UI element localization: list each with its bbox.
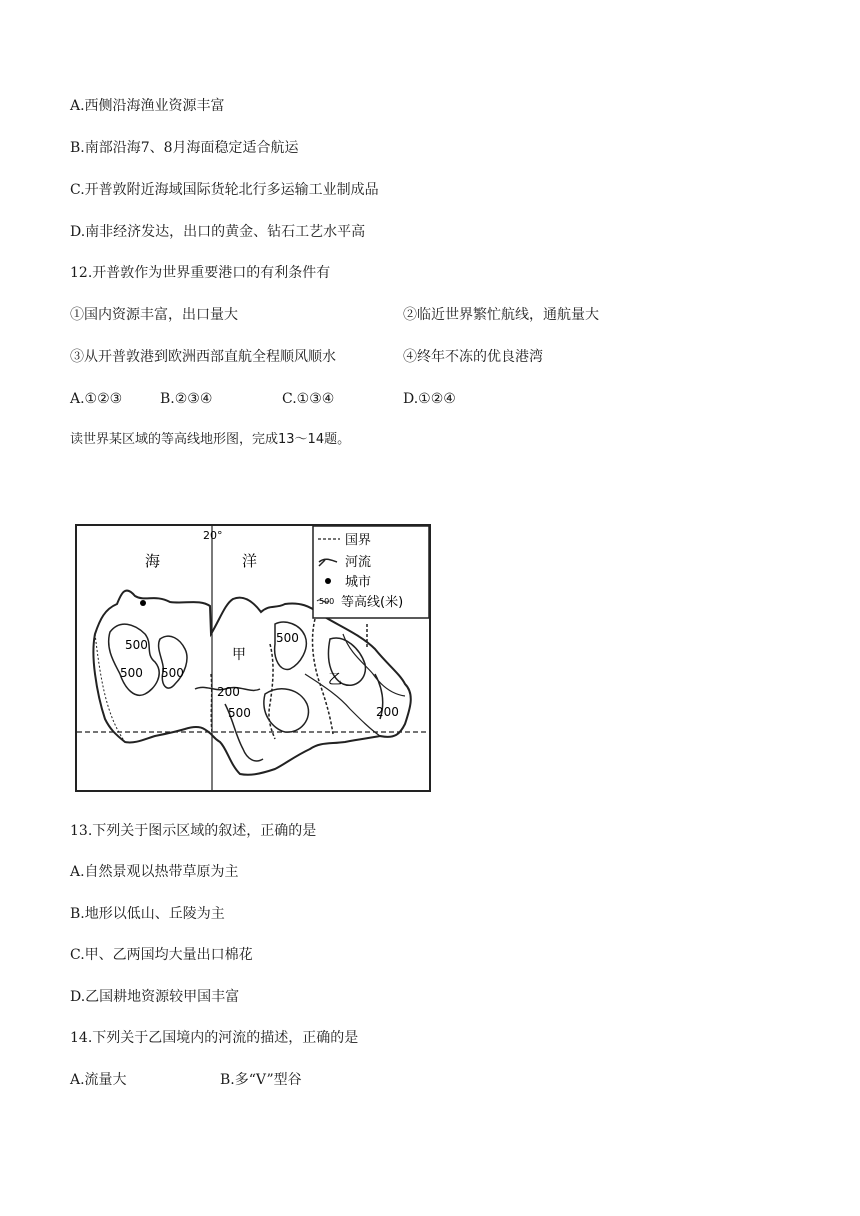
q12-stem: 12.开普敦作为世界重要港口的有利条件有 <box>70 265 331 281</box>
q13-option-a: A.自然景观以热带草原为主 <box>70 864 239 880</box>
q12-statement-2: ②临近世界繁忙航线，通航量大 <box>403 307 599 323</box>
q12-statement-4: ④终年不冻的优良港湾 <box>403 349 543 365</box>
q13-option-b: B.地形以低山、丘陵为主 <box>70 906 225 922</box>
q11-option-d: D.南非经济发达，出口的黄金、钻石工艺水平高 <box>70 224 366 240</box>
contour-label: 500 <box>125 638 148 652</box>
q13-option-d: D.乙国耕地资源较甲国丰富 <box>70 989 240 1005</box>
q11-option-a: A.西侧沿海渔业资源丰富 <box>70 98 225 114</box>
q12-choice-a: A.①②③ <box>70 391 123 407</box>
q14-option-a: A.流量大 <box>70 1072 127 1088</box>
legend-border: 国界 <box>345 533 372 548</box>
q11-option-c: C.开普敦附近海域国际货轮北行多运输工业制成品 <box>70 182 379 198</box>
map-legend <box>313 526 429 618</box>
country-label-yi: 乙 <box>328 672 342 688</box>
q12-choice-d: D.①②④ <box>403 391 456 407</box>
q13-option-c: C.甲、乙两国均大量出口棉花 <box>70 947 253 963</box>
legend-city: 城市 <box>345 575 372 590</box>
contour-label: 500 <box>120 666 143 680</box>
q12-statement-1: ①国内资源丰富，出口量大 <box>70 307 238 323</box>
contour-label: 200 <box>376 705 399 719</box>
legend-river: 河流 <box>345 555 372 570</box>
contour-label: 500 <box>161 666 184 680</box>
contour-map <box>75 524 431 792</box>
contour-label: 500 <box>276 631 299 645</box>
contour-label: 200 <box>217 685 240 699</box>
q11-option-b: B.南部沿海7、8月海面稳定适合航运 <box>70 140 299 156</box>
legend-contour: 等高线(米) <box>341 595 404 610</box>
longitude-label: 20° <box>203 529 223 542</box>
sea-label-yang: 洋 <box>242 552 258 570</box>
legend-contour-sample: 500 <box>319 597 335 606</box>
sea-label-hai: 海 <box>145 552 161 570</box>
q13-stem: 13.下列关于图示区域的叙述，正确的是 <box>70 823 317 839</box>
q12-statement-3: ③从开普敦港到欧洲西部直航全程顺风顺水 <box>70 349 336 365</box>
intro-text: 读世界某区域的等高线地形图，完成13～14题。 <box>70 432 351 447</box>
city-dot <box>140 600 146 606</box>
q14-option-b: B.多“V”型谷 <box>220 1072 302 1088</box>
q12-choice-c: C.①③④ <box>282 391 335 407</box>
contour-label: 500 <box>228 706 251 720</box>
q14-stem: 14.下列关于乙国境内的河流的描述，正确的是 <box>70 1030 359 1046</box>
country-label-jia: 甲 <box>232 647 246 663</box>
q12-choice-b: B.②③④ <box>160 391 213 407</box>
